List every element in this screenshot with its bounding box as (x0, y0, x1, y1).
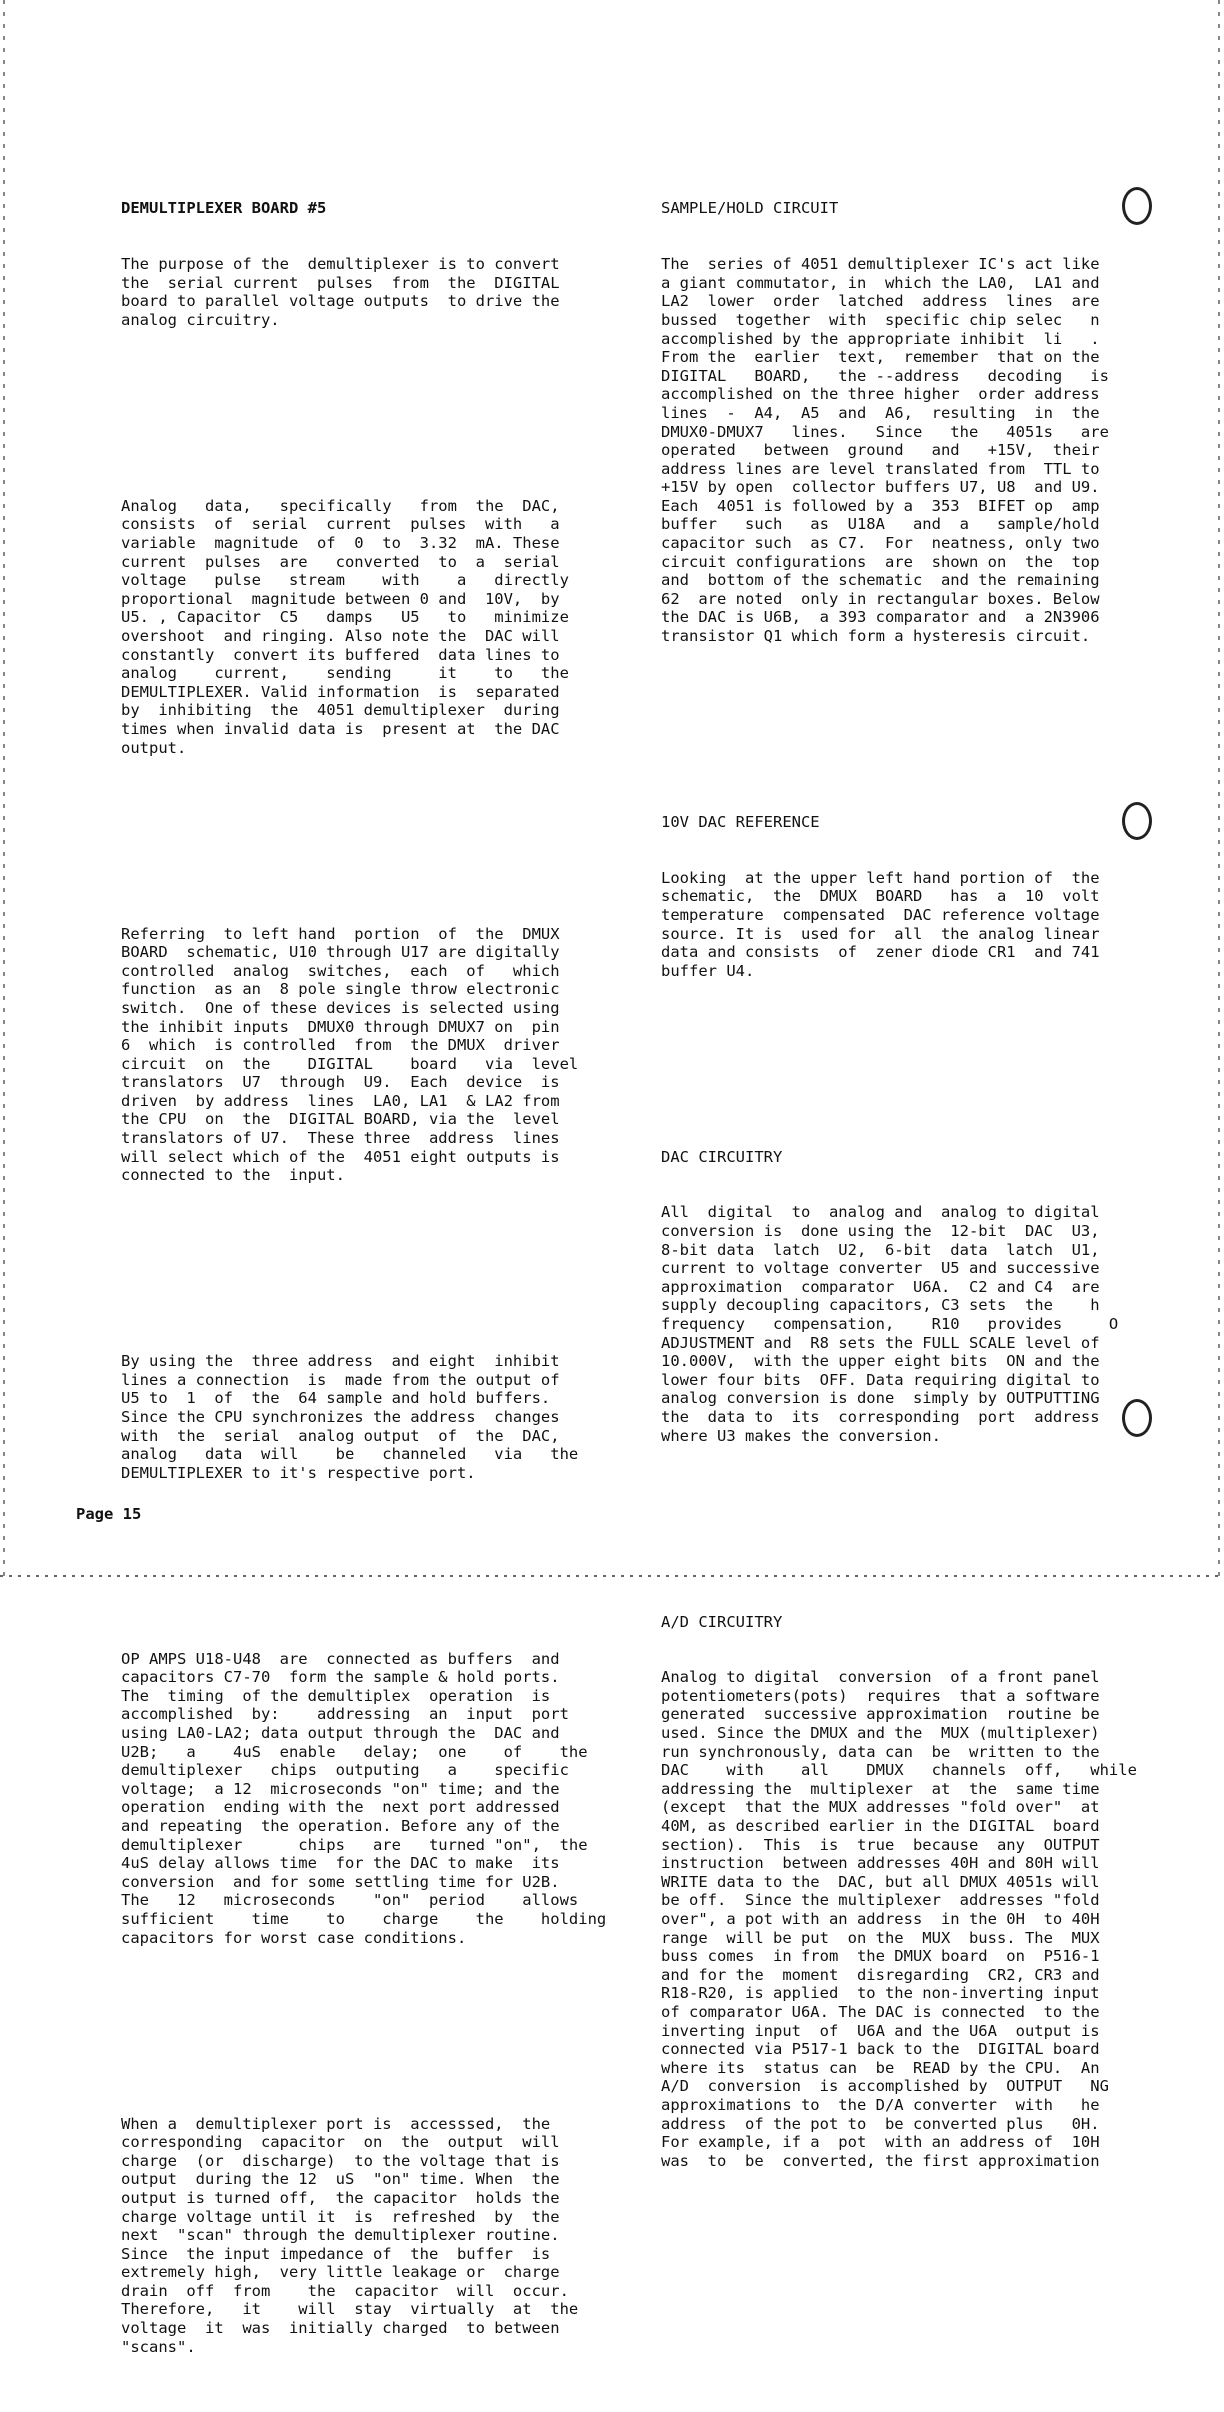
section-addressing (121, 1315, 636, 1520)
left-column (121, 125, 636, 2412)
section-demux-board (121, 162, 636, 367)
scan-edge-line (0, 1575, 1224, 1577)
binder-hole-icon (1122, 1399, 1152, 1437)
section-ad-circuitry (661, 1575, 1176, 2207)
scan-edge-line (3, 0, 5, 1584)
section-analog-data (121, 460, 636, 795)
paragraph-gap (661, 1055, 1176, 1074)
paragraph: Analog to digital conversion of a front panel potentiometers(pots) requires that a software generated successive approximation routine be used. Since the DMUX and the MUX (multiplexer) run synchronously, data can be written to the DAC with all DMUX channels off, while addressing the multiplexer at the same time (except that the MUX addresses "fold over" at 40M, as described earlier in the DIGITAL board section). This is true because any OUTPUT instruction between addresses 40H and 80H will WRITE data to the DAC, but all DMUX 4051s will be off. Since the multiplexer addresses "fold over", a pot with an address in the 0H to 40H range will be put on the MUX buss. The MUX buss comes in from the DMUX board on P516-1 and for the moment disregarding CR2, CR3 and R18-R20, is applied to the non-inverting input of comparator U6A. The DAC is connected to the inverting input of U6A and the U6A output is connected via P517-1 back to the DIGITAL board where its status can be READ by the CPU. An A/D conversion is accomplished by OUTPUT NG approximations to the D/A converter with he address of the pot to be converted plus 0H. For example, if a pot with an address of 10H was to be converted, the first approximation (661, 1668, 1137, 2170)
paragraph: When a demultiplexer port is accesssed, the corresponding capacitor on the output will charge (or discharge) to the voltage that is output during the 12 uS "on" time. When the output is turned off, the capacitor holds the charge voltage until it is refreshed by the next "scan" through the demultiplexer routine. Since the input impedance of the buffer is extremely high, very little leakage or charge drain off from the capacitor will occur. Therefore, it will stay virtually at the voltage it was initially charged to between "scans". (121, 2114, 579, 2356)
section-op-amps (121, 1613, 636, 1985)
section-heading: SAMPLE/HOLD CIRCUIT (661, 199, 839, 218)
section-heading: DAC CIRCUITRY (661, 1147, 783, 1166)
paragraph-gap (121, 2022, 636, 2041)
paragraph: The series of 4051 demultiplexer IC's act like a giant commutator, in which the LA0, LA1 and LA2 lower order latched address lines are bussed together with specific chip selec n accomplished by the appropriate inhibit li . From the earlier text, remember that on the DIGITAL BOARD, the --address decoding is accomplished on the three higher order address lines - A4, A5 and A6, resulting in the DMUX0-DMUX7 lines. Since the 4051s are operated between ground and +15V, their address lines are level translated from TTL to +15V by open collector buffers U7, U8 and U9. Each 4051 is followed by a 353 BIFET op amp buffer such as U18A and a sample/hold capacitor such as C7. For neatness, only two circuit configurations are shown on the top and bottom of the schematic and the remaining 62 are noted only in rectangular boxes. Below the DAC is U6B, a 393 comparator and a 2N3906 transistor Q1 which form a hysteresis circuit. (661, 255, 1109, 646)
paragraph: Analog data, specifically from the DAC, consists of serial current pulses with a variable magnitude of 0 to 3.32 mA. These current pulses are converted to a serial voltage pulse stream with a directly proportional magnitude between 0 and 10V, by U5. , Capacitor C5 damps U5 to minimize overshoot and ringing. Also note the DAC will constantly convert its buffered data lines to analog current, sending it to the DEMULTIPLEXER. Valid information is separated by inhibiting the 4051 demultiplexer during times when invalid data is present at the DAC output. (121, 496, 569, 757)
section-heading: 10V DAC REFERENCE (661, 812, 820, 831)
paragraph-gap (121, 832, 636, 851)
right-column (661, 125, 1176, 2226)
paragraph: Looking at the upper left hand portion of the schematic, the DMUX BOARD has a 10 volt temperature compensated DAC reference voltage source. It is used for all the analog linear data and consists of zener diode CR1 and 741 buffer U4. (661, 868, 1100, 980)
paragraph-gap (661, 720, 1176, 739)
binder-hole-icon (1122, 187, 1152, 225)
section-dac-circuitry (661, 1110, 1176, 1482)
paragraph: Referring to left hand portion of the DMUX BOARD schematic, U10 through U17 are digitally controlled analog switches, each of which function as an 8 pole single throw electronic switch. One of these devices is selected using the inhibit inputs DMUX0 through DMUX7 on pin 6 which is controlled from the DMUX driver circuit on the DIGITAL board via level translators U7 through U9. Each device is driven by address lines LA0, LA1 & LA2 from the CPU on the DIGITAL BOARD, via the level translators of U7. These three address lines will select which of the 4051 eight outputs is connected to the input. (121, 924, 579, 1185)
paragraph-gap (121, 1557, 636, 1576)
section-heading: A/D CIRCUITRY (661, 1612, 783, 1631)
section-referring (121, 887, 636, 1222)
paragraph: By using the three address and eight inhibit lines a connection is made from the output of U5 to 1 of the 64 sample and hold buffers. Since the CPU synchronizes the address changes with the serial analog output of the DAC, analog data will be channeled via the DEMULTIPLEXER to it's respective port. (121, 1352, 579, 1482)
section-sample-hold (661, 162, 1176, 683)
page-number: Page 15 (76, 1505, 142, 1523)
paragraph-gap (121, 1259, 636, 1278)
paragraph-gap (661, 1520, 1176, 1539)
paragraph: OP AMPS U18-U48 are connected as buffers and capacitors C7-70 form the sample & hold ports. The timing of the demultiplex operation is accomplished by: addressing an input port using LA0-LA2; data output through the DAC and U2B; a 4uS enable delay; one of the demultiplexer chips outputing a specific voltage; a 12 microseconds "on" time; and the operation ending with the next port addressed and repeating the operation. Before any of the demultiplexer chips are turned "on", the 4uS delay allows time for the DAC to make its conversion and for some settling time for U2B. The 12 microseconds "on" period allows sufficient time to charge the holding capacitors for worst case conditions. (121, 1649, 607, 1947)
paragraph: All digital to analog and analog to digital conversion is done using the 12-bit DAC U3, 8-bit data latch U2, 6-bit data latch U1, current to voltage converter U5 and successive approximation comparator U6A. C2 and C4 are supply decoupling capacitors, C3 sets the h frequency compensation, R10 provides O ADJUSTMENT and R8 sets the FULL SCALE level of 10.000V, with the upper eight bits ON and the lower four bits OFF. Data requiring digital to analog conversion is done simply by OUTPUTTING the data to its corresponding port address where U3 makes the conversion. (661, 1203, 1119, 1445)
paragraph: The purpose of the demultiplexer is to convert the serial current pulses from the DIGITAL board to parallel voltage outputs to drive the analog circuitry. (121, 255, 560, 329)
section-port-access (121, 2077, 636, 2393)
paragraph-gap (121, 404, 636, 423)
section-dac-reference (661, 776, 1176, 1018)
scan-edge-line (1218, 0, 1220, 1584)
section-heading: DEMULTIPLEXER BOARD #5 (121, 199, 327, 218)
binder-hole-icon (1122, 802, 1152, 840)
